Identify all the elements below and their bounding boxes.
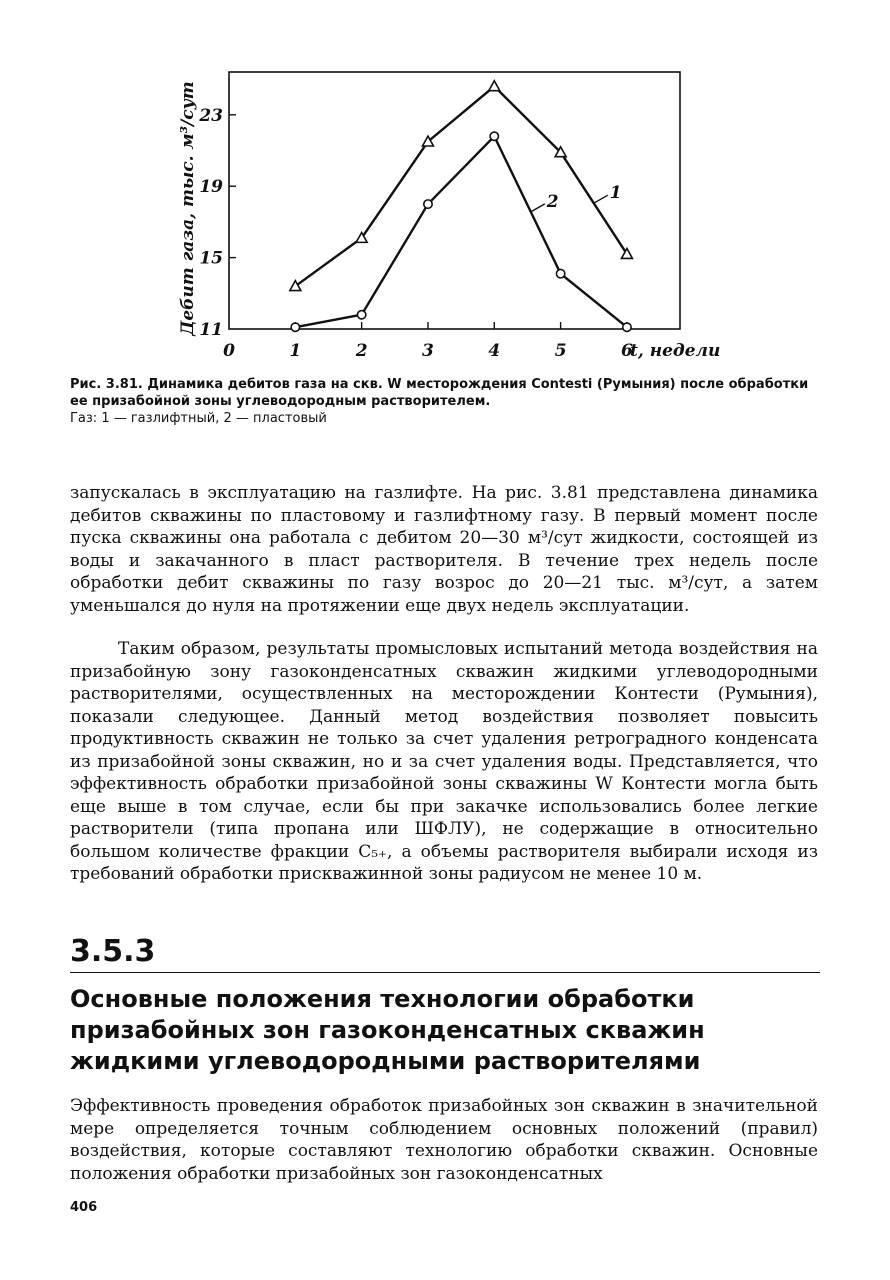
series-1-label: 1 [609, 183, 622, 204]
y-tick-label: 11 [199, 320, 223, 340]
x-tick-label: 4 [488, 341, 501, 361]
caption-main: Рис. 3.81. Динамика дебитов газа на скв. W месторождения Contesti (Румыния) после обработки ее призабойной зоны углеводородным растворителем. [70, 377, 809, 409]
body-paragraph-2: Таким образом, результаты промысловых испытаний метода воздействия на призабойную зону газоконденсатных скважин жидкими углеводородными растворителями, осуществленных на месторождении Контести (Румыния), показали следующее. Данный метод воздействия позволяет повысить продуктивность скважин не только за счет удаления ретроградного конденсата из призабойной зоны скважин, но и за счет удаления воды. Представляется, что эффективность обработки призабойной зоны скважины W Контести могла быть еще выше в том случае, если бы при закачке использовались более легкие растворители (типа пропана или ШФЛУ), не содержащие в относительно большом количестве фракции C₅₊, а объемы растворителя выбирали исходя из требований обработки прискважинной зоны радиусом не менее 10 м. [70, 639, 818, 884]
x-tick-label: 2 [355, 341, 368, 361]
section-title: Основные положения технологии обработки призабойных зон газоконденсатных скважин жидкими углеводородными растворителями [70, 985, 705, 1075]
section-number: 3.5.3 [70, 934, 156, 969]
x-tick-label: 3 [422, 341, 434, 361]
y-tick-label: 19 [199, 177, 223, 198]
section-paragraph: Эффективность проведения обработок призабойных зон скважин в значительной мере определяется точным соблюдением основных положений (правил) воздействия, которые составляют технологию обработки скважин. Основные положения обработки призабойных зон газоконденсатных [70, 1096, 818, 1184]
series-2-callout-line [531, 204, 545, 212]
series-1-callout-line [594, 195, 608, 203]
series-2-label: 2 [546, 191, 559, 212]
figure-3-81 [0, 0, 890, 370]
x-axis-label: t, недели [630, 341, 721, 361]
y-axis-label: Дебит газа, тыс. м³/сут [178, 81, 198, 336]
body-paragraph-1: запускалась в эксплуатацию на газлифте. На рис. 3.81 представлена динамика дебитов скважины по пластовому и газлифтному газу. В первый момент после пуска скважины она работала с дебитом 20—30 м³/сут жидкости, состоящей из воды и закачанного в пласт растворителя. В течение трех недель после обработки дебит скважины по газу возрос до 20—21 тыс. м³/сут, а затем уменьшался до нуля на протяжении еще двух недель эксплуатации. [70, 483, 818, 616]
section-rule [70, 972, 820, 973]
series-2-point [424, 200, 432, 208]
caption-sub: Газ: 1 — газлифтный, 2 — пластовый [70, 411, 327, 426]
series-2-point [291, 323, 299, 331]
y-tick-label: 23 [199, 105, 223, 126]
page-number: 406 [70, 1200, 98, 1215]
series-1-point [489, 81, 500, 91]
y-tick-label: 15 [199, 248, 223, 269]
x-tick-label: 6 [621, 341, 633, 361]
series-2-point [556, 269, 564, 277]
series-2-point [623, 323, 631, 331]
series-2-point [490, 132, 498, 140]
series-2-point [357, 311, 365, 319]
figure-caption [70, 376, 820, 427]
x-tick-label: 1 [289, 341, 302, 361]
x-tick-label: 5 [554, 341, 567, 361]
x-tick-label: 0 [223, 341, 235, 361]
series-2-line [295, 136, 627, 327]
series-1-line [295, 86, 627, 286]
gas-flow-chart [0, 0, 890, 370]
